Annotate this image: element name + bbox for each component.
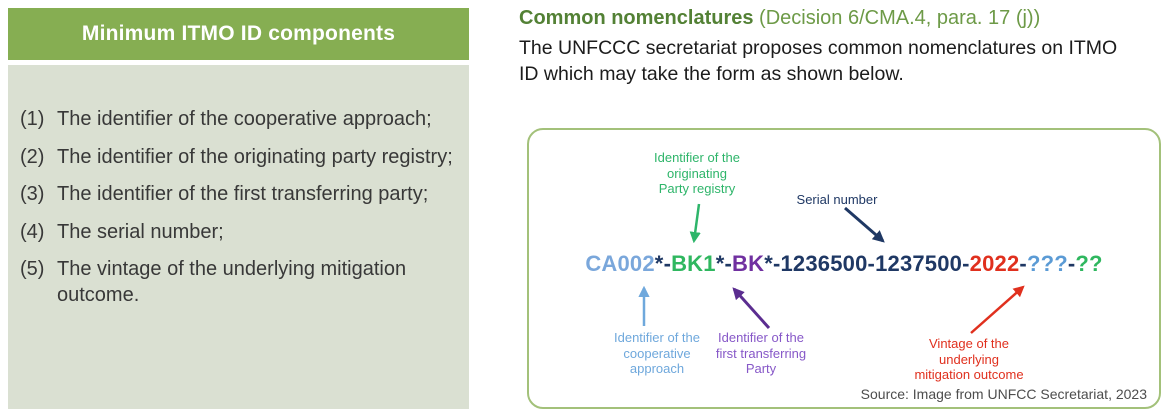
arrow-serial-number	[845, 208, 883, 241]
list-item-text: The identifier of the cooperative approach;	[57, 108, 432, 130]
list-item	[20, 145, 455, 171]
label-line: Identifier of the	[654, 150, 740, 165]
id-segment-serial-number: -1236500-1237500-	[772, 251, 970, 276]
heading-title: Common nomenclatures	[519, 7, 754, 29]
label-line: Identifier of the	[614, 330, 700, 345]
label-line: cooperative	[623, 345, 691, 361]
section-heading	[519, 7, 1040, 30]
list-item-text: The serial number;	[57, 220, 224, 243]
label-line: Serial number	[796, 192, 878, 207]
id-segment: -	[1019, 251, 1027, 276]
id-segment: -	[1067, 251, 1076, 276]
id-segment-first-transferring-party: BK	[732, 251, 765, 276]
list-item-text: The vintage of the underlying mitigation outcome.	[57, 258, 407, 306]
label-line: Identifier of the	[718, 330, 804, 345]
panel-body	[8, 65, 469, 409]
id-segment: -	[724, 251, 733, 276]
section-description: The UNFCCC secretariat proposes common nomenclatures on ITMO ID which may take the form as shown below.	[519, 37, 1118, 85]
annotation-arrows	[529, 130, 1163, 411]
arrow-first-transferring-party	[734, 289, 769, 328]
id-segment-cooperative-approach: CA002	[585, 251, 655, 276]
panel-title: Minimum ITMO ID components	[8, 8, 469, 60]
list-item	[20, 220, 455, 246]
arrow-vintage	[971, 287, 1023, 333]
label-line: approach	[629, 361, 685, 377]
id-segment-unknown-blue: ???	[1026, 251, 1068, 276]
source-credit: Source: Image from UNFCC Secretariat, 2023	[860, 386, 1147, 402]
list-item	[20, 182, 455, 208]
list-item-number: (5)	[20, 258, 45, 281]
id-segment-vintage: 2022	[969, 251, 1020, 276]
list-item	[20, 107, 455, 133]
heading-reference: (Decision 6/CMA.4, para. 17 (j))	[759, 7, 1041, 29]
list-item-number: (1)	[20, 108, 45, 130]
label-line: Party	[745, 361, 777, 377]
list-item-number: (3)	[20, 183, 45, 206]
list-item-number: (4)	[20, 220, 45, 243]
arrow-originating-registry	[694, 204, 699, 241]
label-line: Vintage of the	[929, 336, 1009, 351]
id-segment-unknown-green: ??	[1075, 251, 1103, 276]
minimum-itmo-id-panel	[8, 8, 469, 409]
list-item-text: The identifier of the originating party registry;	[57, 145, 453, 168]
list-item	[20, 257, 455, 308]
id-segment: *	[764, 251, 773, 276]
label-line: originating	[667, 165, 727, 181]
label-line: underlying	[939, 351, 999, 367]
label-line: Party registry	[658, 181, 736, 197]
id-segment: *	[654, 251, 664, 276]
list-item-number: (2)	[20, 145, 45, 168]
id-segment: -	[663, 251, 672, 276]
id-segment-originating-registry: BK1	[671, 251, 716, 276]
label-line: first transferring	[715, 345, 807, 361]
id-segment: *	[715, 251, 725, 276]
list-item-text: The identifier of the first transferring party;	[57, 183, 429, 206]
itmo-id-diagram	[527, 128, 1161, 409]
label-line: mitigation outcome	[914, 367, 1024, 383]
